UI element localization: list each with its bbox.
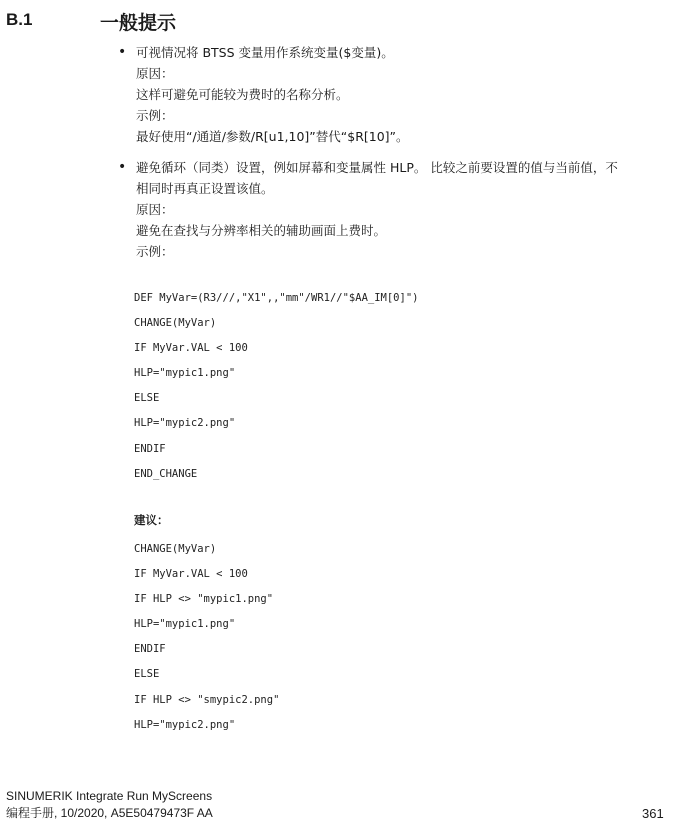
bullet-2	[136, 157, 618, 262]
code-line: ENDIF	[134, 442, 166, 455]
code-line: IF HLP <> "smypic2.png"	[134, 693, 280, 706]
code-line: HLP="mypic2.png"	[134, 718, 236, 731]
code-line: ELSE	[134, 668, 160, 681]
recommendation-label: 建议：	[134, 513, 169, 527]
code-line: ELSE	[134, 392, 160, 405]
page-number: 361	[642, 806, 664, 821]
bullet-1-line: 原因：	[136, 66, 174, 81]
code-example	[134, 286, 418, 487]
code-line: CHANGE(MyVar)	[134, 317, 217, 330]
bullet-2-line: 原因：	[136, 202, 174, 217]
code-recommendation	[134, 537, 279, 738]
code-line: HLP="mypic1.png"	[134, 618, 236, 631]
footer-product: SINUMERIK Integrate Run MyScreens	[6, 789, 213, 803]
bullet-1-line: 示例：	[136, 108, 174, 123]
code-line: IF MyVar.VAL < 100	[134, 568, 248, 581]
bullet-1	[136, 42, 409, 147]
code-line: HLP="mypic1.png"	[134, 367, 236, 380]
bullet-2-line: 避免循环（同类）设置，例如屏幕和变量属性 HLP。 比较之前要设置的值与当前值，不	[136, 160, 618, 175]
footer-manual-info: 编程手册, 10/2020, A5E50479473F AA	[6, 806, 213, 820]
code-line: END_CHANGE	[134, 467, 198, 480]
bullet-1-marker: •	[118, 44, 127, 60]
section-title: 一般提示	[100, 12, 177, 34]
code-line: IF HLP <> "mypic1.png"	[134, 593, 274, 606]
code-line: CHANGE(MyVar)	[134, 543, 217, 555]
bullet-1-line: 可视情况将 BTSS 变量用作系统变量($变量)。	[136, 45, 394, 60]
bullet-2-line: 避免在查找与分辨率相关的辅助画面上费时。	[136, 223, 387, 238]
bullet-2-marker: •	[118, 159, 127, 175]
code-line: ENDIF	[134, 643, 166, 656]
code-line: IF MyVar.VAL < 100	[134, 342, 248, 355]
section-number: B.1	[6, 10, 33, 29]
bullet-1-line: 最好使用“/通道/参数/R[u1,10]”替代“$R[10]”。	[136, 129, 409, 144]
bullet-1-line: 这样可避免可能较为费时的名称分析。	[136, 87, 349, 102]
bullet-2-line: 示例：	[136, 244, 174, 259]
code-line: HLP="mypic2.png"	[134, 417, 236, 430]
code-line: DEF MyVar=(R3///,"X1",,"mm"/WR1//"$AA_IM[0]")	[134, 292, 419, 304]
bullet-2-line: 相同时再真正设置该值。	[136, 181, 274, 196]
